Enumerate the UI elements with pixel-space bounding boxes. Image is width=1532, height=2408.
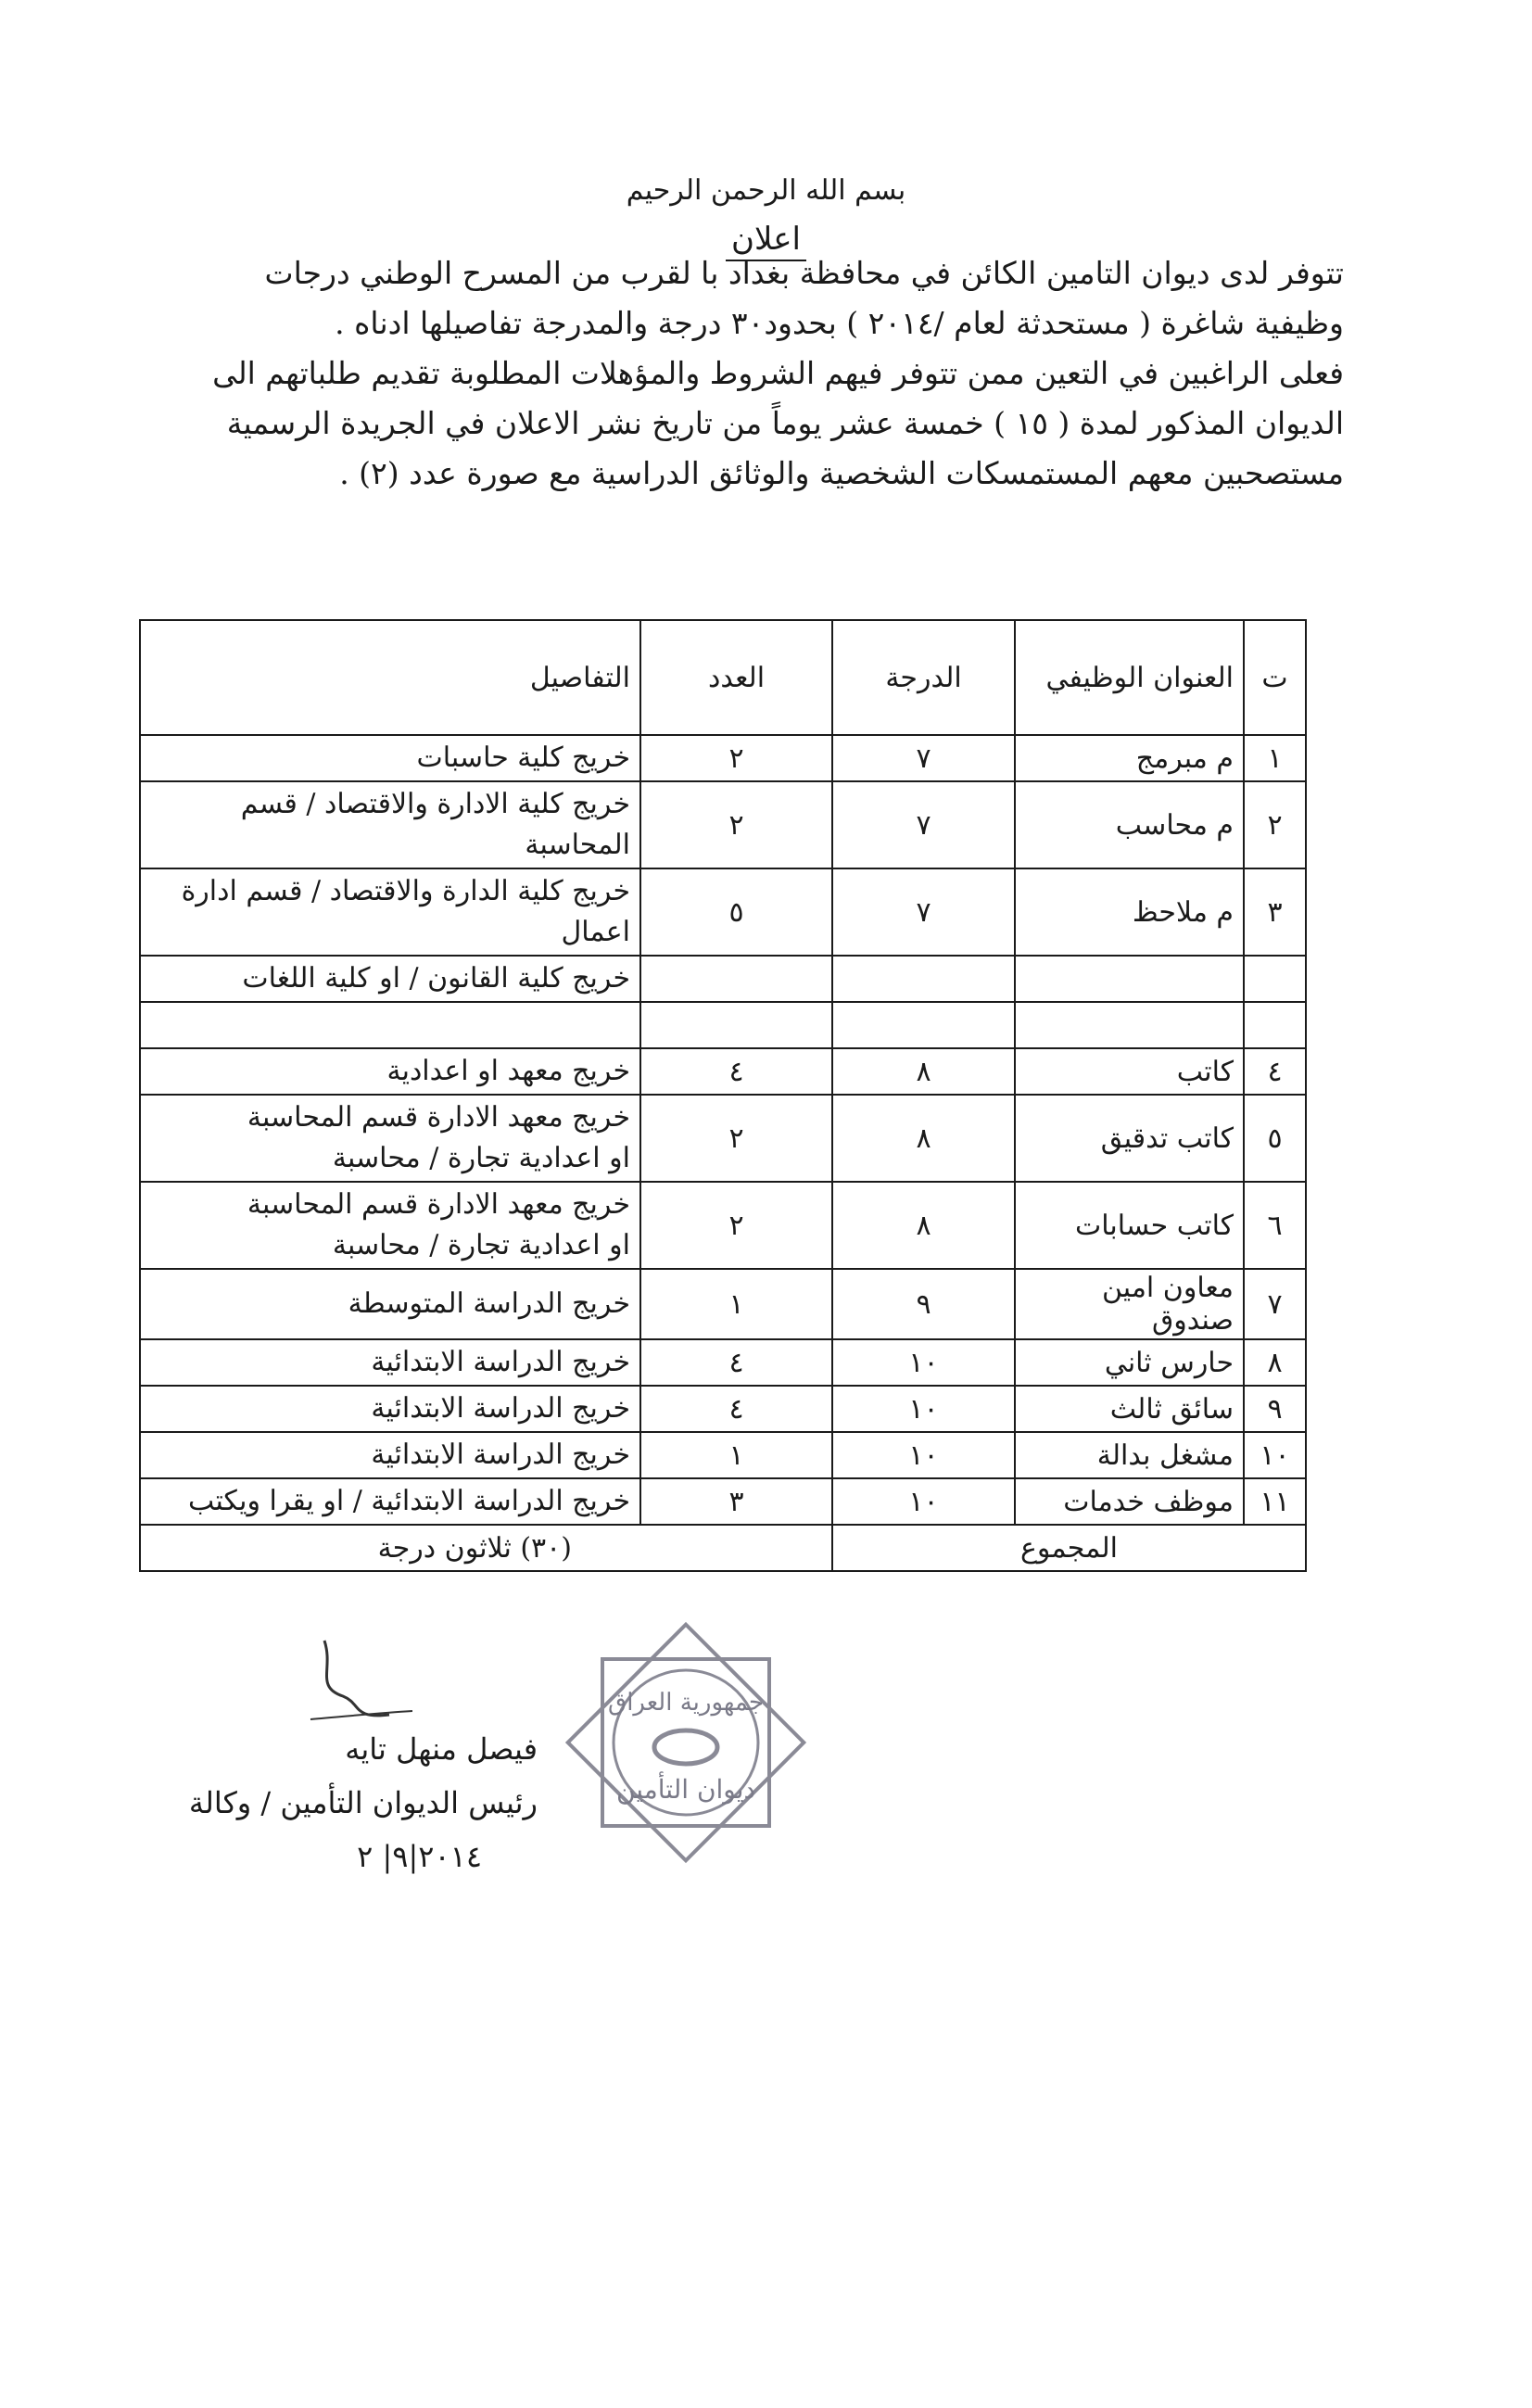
row-num: ٥ [1244,1095,1306,1182]
basmala: بسم الله الرحمن الرحيم [626,174,906,207]
total-label: المجموع [832,1525,1306,1571]
detail-line: او اعدادية تجارة / محاسبة [332,1142,630,1174]
signature-block [188,1722,538,1883]
row-grade: ٧ [832,735,1015,781]
table-row [140,1269,1306,1339]
row-count: ١ [640,1432,832,1478]
detail-line: خريج كلية القانون / او كلية اللغات [242,962,630,995]
row-job-title: كاتب [1015,1048,1244,1095]
header-job-title: العنوان الوظيفي [1015,620,1244,735]
row-count: ١ [640,1269,832,1339]
table-row [140,735,1306,781]
row-grade: ٨ [832,1182,1015,1269]
header-grade: الدرجة [832,620,1015,735]
detail-line: خريج الدراسة الابتدائية [371,1392,630,1425]
row-num: ٧ [1244,1269,1306,1339]
table-header-row [140,620,1306,735]
detail-line: خريج الدراسة الابتدائية / او يقرا ويكتب [188,1485,630,1517]
row-count: ٣ [640,1478,832,1525]
row-details [140,735,640,781]
total-value: (٣٠) ثلاثون درجة [140,1525,832,1571]
row-details [140,1048,640,1095]
body-line: فعلى الراغبين في التعين ممن تتوفر فيهم الشروط والمؤهلات المطلوبة تقديم طلباتهم الى [212,355,1344,391]
row-job-title [1015,956,1244,1002]
announcement-body [167,248,1344,499]
body-line: وظيفية شاغرة ( مستحدثة لعام /٢٠١٤ ) بحدود٣٠ درجة والمدرجة تفاصيلها ادناه . [335,305,1344,341]
table-row [140,1095,1306,1182]
table-row [140,956,1306,1002]
table-row [140,868,1306,956]
row-details [140,1269,640,1339]
row-count: ٢ [640,1095,832,1182]
row-count: ٢ [640,735,832,781]
row-count: ٢ [640,1182,832,1269]
row-grade: ٨ [832,1095,1015,1182]
row-num [1244,1002,1306,1048]
row-details [140,781,640,868]
row-count: ٢ [640,781,832,868]
row-num: ٤ [1244,1048,1306,1095]
row-num: ٣ [1244,868,1306,956]
detail-line: خريج معهد الادارة قسم المحاسبة [247,1101,630,1134]
detail-line: خريج كلية حاسبات [416,741,630,774]
row-count: ٤ [640,1339,832,1386]
row-grade [832,1002,1015,1048]
row-count: ٤ [640,1048,832,1095]
detail-line: خريج الدراسة الابتدائية [371,1438,630,1471]
row-grade [832,956,1015,1002]
detail-line: خريج معهد او اعدادية [386,1055,630,1087]
row-job-title [1015,1002,1244,1048]
detail-line: او اعدادية تجارة / محاسبة [332,1229,630,1261]
row-count: ٥ [640,868,832,956]
title-text: اعلان [726,221,806,261]
detail-line: خريج الدراسة المتوسطة [348,1287,630,1320]
row-count [640,1002,832,1048]
table-row [140,1432,1306,1478]
row-grade: ١٠ [832,1478,1015,1525]
row-job-title: معاون امين صندوق [1015,1269,1244,1339]
row-details [140,1182,640,1269]
handwritten-signature [306,1631,417,1733]
signature-date: ٢٠١٤|٩| ٢ [357,1839,482,1874]
row-num: ٦ [1244,1182,1306,1269]
stamp-bottom-text: ديوان التأمين [615,1774,756,1805]
row-count [640,956,832,1002]
table-row [140,1048,1306,1095]
row-num: ٢ [1244,781,1306,868]
table-row [140,781,1306,868]
row-details [140,1432,640,1478]
row-job-title: كاتب حسابات [1015,1182,1244,1269]
row-job-title: موظف خدمات [1015,1478,1244,1525]
row-details [140,1002,640,1048]
row-num: ١١ [1244,1478,1306,1525]
vacancies-table [139,619,1307,1572]
row-job-title: سائق ثالث [1015,1386,1244,1432]
row-grade: ٩ [832,1269,1015,1339]
row-count: ٤ [640,1386,832,1432]
signatory-position: رئيس الديوان التأمين / وكالة [188,1785,538,1820]
row-grade: ١٠ [832,1386,1015,1432]
detail-line: خريج الدراسة الابتدائية [371,1346,630,1378]
row-details [140,1478,640,1525]
header-num: ت [1244,620,1306,735]
header-details: التفاصيل [140,620,640,735]
row-job-title: حارس ثاني [1015,1339,1244,1386]
row-job-title: م ملاحظ [1015,868,1244,956]
table-row [140,1002,1306,1048]
table-row [140,1182,1306,1269]
row-num: ٨ [1244,1339,1306,1386]
row-job-title: كاتب تدقيق [1015,1095,1244,1182]
row-details [140,1386,640,1432]
row-num: ١٠ [1244,1432,1306,1478]
stamp-top-text: جمهورية العراق [608,1689,764,1717]
row-grade: ١٠ [832,1339,1015,1386]
signatory-name: فيصل منهل تايه [345,1731,538,1767]
total-row [140,1525,1306,1571]
table-body [140,735,1306,1525]
row-job-title: م محاسب [1015,781,1244,868]
detail-line: خريج كلية الدارة والاقتصاد / قسم ادارة اعمال [181,875,630,948]
body-line: مستصحبين معهم المستمسكات الشخصية والوثائق الدراسية مع صورة عدد (٢) . [339,455,1344,491]
official-stamp [551,1608,820,1877]
row-grade: ٧ [832,868,1015,956]
row-details [140,1339,640,1386]
detail-line: خريج معهد الادارة قسم المحاسبة [247,1188,630,1221]
table-row [140,1478,1306,1525]
row-grade: ٧ [832,781,1015,868]
detail-line: خريج كلية الادارة والاقتصاد / قسم المحاسبة [240,788,630,861]
row-details [140,868,640,956]
table-row [140,1339,1306,1386]
row-job-title: م مبرمج [1015,735,1244,781]
body-line: تتوفر لدى ديوان التامين الكائن في محافظة بغداد با لقرب من المسرح الوطني درجات [264,255,1344,291]
row-details [140,1095,640,1182]
row-num: ١ [1244,735,1306,781]
row-num: ٩ [1244,1386,1306,1432]
row-num [1244,956,1306,1002]
table-row [140,1386,1306,1432]
row-grade: ٨ [832,1048,1015,1095]
body-line: الديوان المذكور لمدة ( ١٥ ) خمسة عشر يوماً من تاريخ نشر الاعلان في الجريدة الرسمية [226,405,1344,441]
row-job-title: مشغل بدالة [1015,1432,1244,1478]
row-grade: ١٠ [832,1432,1015,1478]
row-details [140,956,640,1002]
header-count: العدد [640,620,832,735]
